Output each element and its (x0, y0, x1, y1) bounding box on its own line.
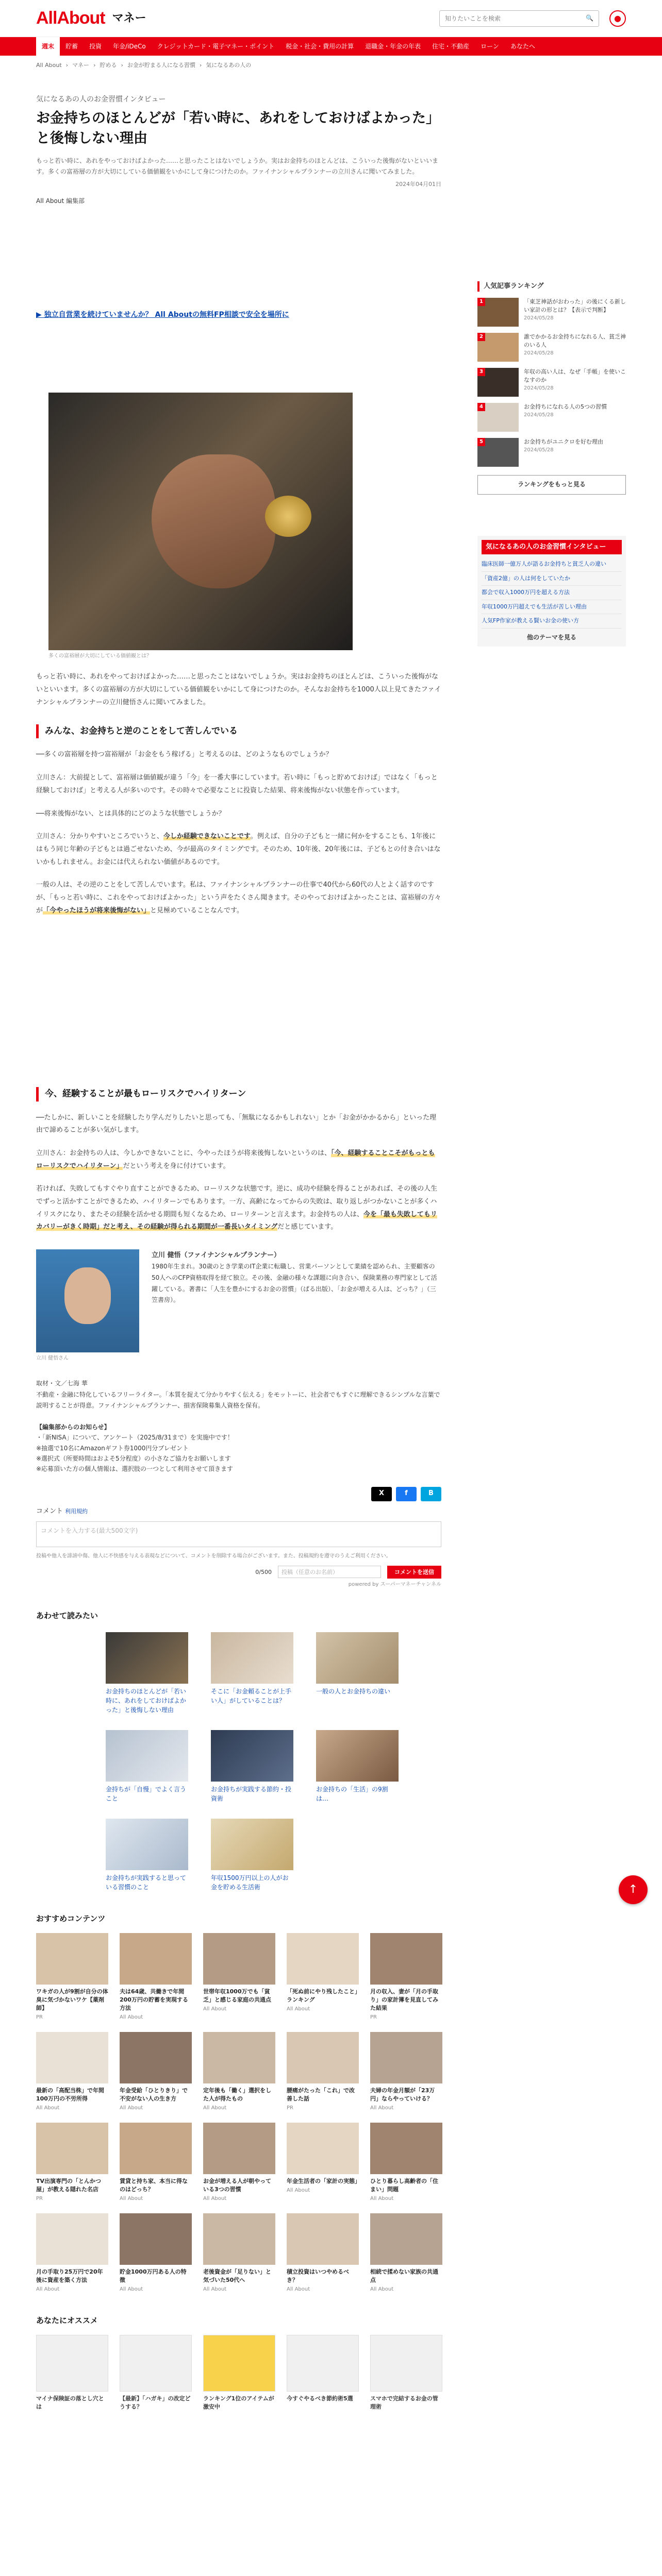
category-nav (0, 37, 662, 56)
highlight: 「今、経験することこそがもっともローリスクでハイリターン」 (36, 1149, 435, 1170)
nav-item-5[interactable]: 税金・社会・費用の計算 (286, 43, 354, 50)
scroll-top-button[interactable]: ↑ (619, 1875, 648, 1904)
recommend-card[interactable] (203, 2213, 275, 2294)
nav-item-4[interactable]: クレジットカード・電子マネー・ポイント (157, 43, 275, 50)
recommend-card-title[interactable]: 貯金1000万円ある人の特徴 (120, 2268, 187, 2283)
recommend-card[interactable] (120, 2032, 192, 2112)
article-main (36, 75, 441, 2411)
ranking-number: 3 (477, 368, 485, 376)
ranking-item[interactable] (477, 438, 626, 467)
recommend-thumb (203, 1933, 275, 1985)
x-share-icon[interactable]: X (371, 1487, 392, 1501)
ranking-title: 人気記事ランキング (477, 281, 626, 292)
osusume-grid (36, 2335, 441, 2411)
ranking-thumb (477, 438, 519, 467)
profile-caption: 立川 健悟さん (36, 1355, 69, 1362)
hero-image (48, 393, 353, 650)
breadcrumb-sep: › (199, 62, 202, 69)
answer-text: 。例えば、自分の子どもと一緒に何かをすることも、1年後にはもう同じ年齢の子どもとは過ごせないため、今が最高のタイミングです。そのため、10年後、20年後には、子どもとの付き合いはないかもしれません。お金には代えられない価値があるのです。 (36, 833, 441, 866)
recommend-thumb (120, 2032, 192, 2083)
recommend-source: PR (287, 2105, 293, 2111)
recommend-thumb (370, 2213, 442, 2265)
article-title: お金持ちのほとんどが「若い時に、あれをしておけばよかった」と後悔しない理由 (36, 110, 440, 147)
nav-item-2[interactable]: 投資 (89, 43, 102, 50)
nav-item-7[interactable]: 住宅・不動産 (432, 43, 470, 50)
osusume-thumb (203, 2335, 275, 2392)
osusume-thumb (36, 2335, 108, 2392)
question: ──将来後悔がない、とは具体的にどのような状態でしょうか？ (36, 809, 225, 818)
ranking-item-title[interactable]: 年収の高い人は、なぜ「手帳」を使いこなすのか (524, 368, 626, 384)
osusume-thumb (287, 2335, 359, 2392)
profile-name: 立川 健悟（ファイナンシャルプランナー） (152, 1251, 281, 1260)
ranking-number: 5 (477, 438, 485, 446)
recommend-card[interactable] (36, 2123, 108, 2203)
comment-input[interactable]: コメントを入力する(最大500文字) (36, 1521, 441, 1547)
nav-item-8[interactable]: ローン (481, 43, 499, 50)
recommend-card-title[interactable]: 月の手取り25万円で20年後に資産を築く方法 (36, 2268, 103, 2283)
interview-item[interactable]: 臨床医師一億万人が語るお金持ちと貧乏人の違い (482, 557, 622, 572)
recommend-card[interactable] (36, 1933, 108, 2022)
search-input[interactable] (445, 15, 586, 22)
recommend-thumb (36, 2032, 108, 2083)
osusume-card[interactable] (36, 2335, 108, 2411)
ranking-thumb (477, 333, 519, 362)
recommend-thumb (287, 2123, 359, 2174)
related-card-title[interactable]: お金持ちが実践すると思っている習慣のこと (106, 1874, 187, 1891)
related-thumb (106, 1730, 188, 1782)
osusume-card-title[interactable]: マイナ保険証の落とし穴とは (36, 2395, 104, 2410)
comment-section (36, 1506, 441, 1517)
recommend-source: All About (203, 2006, 227, 2012)
related-grid (106, 1632, 441, 1892)
interview-more-link[interactable]: 他のテーマを見る (526, 633, 576, 641)
ranking-text (524, 368, 626, 397)
answer (36, 1147, 441, 1173)
answer (36, 831, 441, 869)
site-header (0, 0, 662, 37)
ranking-number: 1 (477, 298, 485, 306)
recommend-card-title[interactable]: ワキガの人が9割が自分の体臭に気づかないワケ【薬剤師】 (36, 1988, 108, 2012)
notice-line: ※応募頂いた方の個人情報は、選択肢の一つとして利用させて頂きます (36, 1465, 234, 1473)
osusume-card-title[interactable]: 今すぐやるべき節約術5選 (287, 2395, 353, 2402)
writer-credit: 取材・文／七海 華 不動産・金融に特化しているフリーライター。「本質を捉えて分かりやすく伝える」をモットーに、社会者でもすぐに理解できるシンプルな言葉で説明することが得意。ファイナンシャルプランナー、損害保険募集人資格を保有。 (36, 1380, 440, 1410)
osusume-thumb (120, 2335, 192, 2392)
answer-text: 立川さん：お金持ちの人は、今しかできないことに、今やったほうが将来後悔しないというのは、 (36, 1149, 332, 1157)
ranking-text (524, 403, 607, 432)
recommend-card-title[interactable]: 世帯年収1000万でも「貧乏」と感じる家庭の共通点 (203, 1988, 271, 2004)
article-author[interactable]: All About 編集部 (36, 197, 85, 205)
osusume-card[interactable] (370, 2335, 442, 2411)
nav-item-1[interactable]: 貯蓄 (65, 43, 78, 50)
question: ──多くの富裕層を持つ富裕層が「お金をもう稼げる」と考えるのは、どのようなものでしょうか？ (36, 751, 333, 759)
hand-shape (152, 454, 275, 588)
osusume-card[interactable] (287, 2335, 359, 2411)
para-text: と見極めていることなんです。 (150, 906, 243, 914)
related-card-title[interactable]: お金持ちのほとんどが「若い時に、あれをしておけばよかった」と後悔しない理由 (106, 1688, 187, 1714)
nav-item-6[interactable]: 退職金・年金の年表 (365, 43, 421, 50)
breadcrumb-sep: › (93, 62, 96, 69)
recommend-card-title[interactable]: 「死ぬ前にやり残したこと」ランキング (287, 1988, 358, 2004)
osusume-thumb (370, 2335, 442, 2392)
recommend-card-title[interactable]: 定年後も「働く」選択をした人が得たもの (203, 2087, 271, 2102)
recommend-card-title[interactable]: 月の収入、妻が「月の手取り」の家計簿を見直してみた結果 (370, 1988, 438, 2012)
related-card-title[interactable]: 一般の人とお金持ちの違い (316, 1688, 391, 1696)
hero-caption: 多くの富裕層が大切にしている価値観とは？ (48, 653, 152, 659)
recommend-card[interactable] (287, 1933, 359, 2022)
recommend-card-title[interactable]: ひとり暮らし高齢者の「住まい」問題 (370, 2177, 438, 2193)
breadcrumb-item[interactable]: お金が貯まる人になる習慣 (127, 62, 195, 69)
related-card-title[interactable]: お金持ちの「生活」の9割は… (316, 1786, 388, 1803)
ranking-thumb (477, 298, 519, 327)
recommend-thumb (203, 2213, 275, 2265)
related-thumb (211, 1819, 293, 1870)
osusume-card[interactable] (120, 2335, 192, 2411)
coin-shape (265, 496, 311, 537)
recommend-source: All About (120, 2014, 143, 2020)
recommend-card[interactable] (287, 2123, 359, 2203)
osusume-title: あなたにオススメ (36, 2315, 98, 2325)
recommend-source: All About (203, 2195, 227, 2201)
related-thumb (316, 1632, 399, 1684)
related-thumb (211, 1730, 293, 1782)
recommend-thumb (203, 2032, 275, 2083)
ranking-text (524, 438, 603, 467)
notice-line[interactable]: ・「新NISA」について、アンケート（2025/8/31まで）を実施中です！ (36, 1434, 234, 1442)
comment-count: 0/500 (255, 1568, 272, 1575)
notice-line: ※抽選で10名にAmazonギフト券1000円分プレゼント (36, 1444, 189, 1452)
profile-box (36, 1249, 441, 1363)
ranking-date: 2024/05/28 (524, 315, 554, 321)
recommend-thumb (287, 2213, 359, 2265)
ranking-more-button[interactable]: ランキングをもっと見る (477, 475, 626, 494)
related-title: あわせて読みたい (36, 1611, 98, 1621)
interview-box (477, 536, 626, 647)
ranking-text (524, 298, 626, 327)
section-heading: みんな、お金持ちと逆のことをして苦しんでいる (36, 724, 441, 738)
profile-text (152, 1249, 441, 1363)
recommend-card-title[interactable]: 賃貸と持ち家、本当に得なのはどっち？ (120, 2177, 188, 2193)
recommend-card-title[interactable]: 積立投資はいつやめるべき？ (287, 2268, 349, 2283)
ranking-item-title[interactable]: 誰でかかるお金持ちになれる人、貧乏神のいる人 (524, 333, 626, 349)
ranking-thumb (477, 368, 519, 397)
recommend-source: PR (36, 2195, 43, 2201)
related-thumb (106, 1819, 188, 1870)
related-card-title[interactable]: 金持ちが「自慢」でよく言うこと (106, 1786, 187, 1803)
answer-text: 立川さん：分かりやすいところでいうと、 (36, 833, 163, 841)
recommend-source: All About (370, 2195, 394, 2201)
recommend-card[interactable] (36, 2032, 108, 2112)
profile-photo (36, 1249, 139, 1352)
related-card-title[interactable]: お金持ちが実践する節約・投資術 (211, 1786, 292, 1803)
recommend-thumb (287, 1933, 359, 1985)
article-date: 2024年04月01日 (395, 181, 441, 188)
recommend-title: おすすめコンテンツ (36, 1914, 106, 1924)
recommend-source: All About (36, 2105, 60, 2111)
recommend-card[interactable] (203, 1933, 275, 2022)
interview-item[interactable]: 年収1000万円超えでも生活が苦しい理由 (482, 600, 622, 615)
article-lead: もっと若い時に、あれをやっておけばよかった……と思ったことはないでしょうか。実はお金持ちのほとんどは、こういった後悔がないといいます。多くの富裕層の方が大切にしている価値観をいかにして身につけたのか。ファイナンシャルプランナーの立川さんに聞いてみました。 (36, 157, 439, 175)
answer: 立川さん：大前提として、富裕層は価値観が違う「今」を一番大事にしています。若い時に「もっと貯めておけば」ではなく「もっと経験しておけば」と考える人が多いのです。その時々で必要なことに投資した結果、将来後悔がない状態を作っています。 (36, 774, 438, 794)
osusume-card-title[interactable]: 【最新】「ハガキ」の改定どうする？ (120, 2395, 191, 2410)
recommend-card[interactable] (370, 1933, 442, 2022)
para-text: だと感じています。 (277, 1223, 338, 1231)
paragraph: もっと若い時に、あれをやっておけばよかった……と思ったことはないでしょうか。実はお金持ちのほとんどは、こういった後悔がないといいます。多くの富裕層の方が大切にしている価値観をいかにして身につけたのか。そんなお金持ちを1000人以上見てきたファイナンシャルプランナーの立川健悟さんに聞いてみました。 (36, 673, 441, 706)
related-card-title[interactable]: 年収1500万円以上の人がお金を貯める生活術 (211, 1874, 289, 1891)
recommend-grid (36, 1933, 441, 2293)
breadcrumb-sep: › (65, 62, 69, 69)
recommend-card[interactable] (120, 2213, 192, 2294)
ranking-item[interactable] (477, 403, 626, 432)
recommend-source: PR (370, 2014, 377, 2020)
recommend-source: All About (370, 2286, 394, 2292)
recommend-card-title[interactable]: 年金受給「ひとりきり」で不安がない人の生き方 (120, 2087, 188, 2102)
highlight: 今を「最も失敗してもリカバリーがきく時期」だと考え、その経験が得られる期間が一番長いタイミング (36, 1210, 437, 1231)
breadcrumb-item[interactable]: 貯める (100, 62, 117, 69)
recommend-thumb (36, 2123, 108, 2174)
recommend-card-title[interactable]: 相続で揉めない家族の共通点 (370, 2268, 438, 2283)
recommend-thumb (370, 2123, 442, 2174)
ranking-date: 2024/05/28 (524, 350, 554, 357)
nav-item-0[interactable]: 週末 (36, 37, 60, 56)
recommend-card[interactable] (120, 2123, 192, 2203)
related-card[interactable] (316, 1730, 399, 1803)
sidebar-ad-space (477, 75, 626, 271)
related-thumb (316, 1730, 399, 1782)
share-buttons (36, 1487, 441, 1501)
para-text: 一般の人は、その逆のことをして苦しんでいます。私は、ファイナンシャルプランナーの仕事で40代から60代の人とよく話すのですが、「もっと若い時に、これをやっておけばよかった」という声をたくさん聞きます。そのやっておけばよかったことは、富裕層の方々が (36, 881, 441, 914)
para-text: 若ければ、失敗してもすぐやり直すことができるため、ローリスクな状態です。逆に、成功や経験を得ることがあれば、その後の人生でずっと活かすことができるため、ハイリターンでもあります。一方、高齢になってからの失敗は、取り返しがつかないことが多くハイリスクになり、またその経験を活かせる期間も短くなるため、ローリターンと言えます。お金持ちの人は、 (36, 1185, 438, 1218)
paragraph (36, 879, 441, 917)
recommend-card[interactable] (120, 1933, 192, 2022)
interview-list (482, 557, 622, 629)
recommend-card[interactable] (287, 2032, 359, 2112)
comment-send-button[interactable]: コメントを送信 (387, 1566, 441, 1579)
recommend-card-title[interactable]: お金が増える人が朝やっている3つの習慣 (203, 2177, 271, 2193)
ranking-item[interactable] (477, 333, 626, 362)
section-name[interactable]: マネー (112, 11, 146, 25)
terms-link[interactable]: 利用規約 (65, 1507, 88, 1515)
recommend-thumb (203, 2123, 275, 2174)
recommend-card-title[interactable]: TV出演専門の「とんかつ屋」が教える隠れた名店 (36, 2177, 102, 2193)
recommend-source: All About (287, 2006, 310, 2012)
related-card[interactable] (211, 1819, 293, 1892)
ranking-number: 2 (477, 333, 485, 341)
related-card[interactable] (106, 1632, 188, 1715)
recommend-card[interactable] (370, 2213, 442, 2294)
series-label: 気になるあの人のお金習慣インタビュー (36, 95, 166, 104)
notice-box (36, 1422, 441, 1475)
sidebar-spacer (477, 495, 626, 526)
breadcrumb-item[interactable]: 気になるあの人の (206, 62, 252, 69)
profile-photo-wrap (36, 1249, 139, 1363)
recommend-card-title[interactable]: 老後資金が「足りない」と気づいた50代へ (203, 2268, 271, 2283)
recommend-thumb (120, 2213, 192, 2265)
recommend-card[interactable] (287, 2213, 359, 2294)
breadcrumb-item[interactable]: マネー (72, 62, 90, 69)
ranking-date: 2024/05/28 (524, 447, 554, 453)
recommend-thumb (370, 2032, 442, 2083)
breadcrumb (0, 56, 662, 75)
recommend-card[interactable] (36, 2213, 108, 2294)
ranking-item[interactable] (477, 368, 626, 397)
ranking-number: 4 (477, 403, 485, 411)
recommend-card-title[interactable]: 年金生活者の「家計の実態」 (287, 2177, 360, 2184)
comment-note: 投稿や他人を誹謗中傷、他人に不快感を与える表現などについて、コメントを削除する場合がございます。また、投稿規約を遵守のうえご利用ください。 (36, 1553, 391, 1559)
hatena-share-icon[interactable]: B (421, 1487, 441, 1501)
recommend-source: All About (120, 2105, 143, 2111)
recommend-card-title[interactable]: 最新の「高配当株」で年間100万円の不労所得 (36, 2087, 104, 2102)
related-card[interactable] (211, 1730, 293, 1803)
question: ──たしかに、新しいことを経験したり学んだりしたいと思っても、「無駄になるかもしれない」とか「お金がかかるから」といった理由で諦めることが多い気がします。 (36, 1113, 437, 1134)
highlight: 今しか経験できないことです (163, 833, 251, 841)
related-card[interactable] (211, 1632, 293, 1715)
related-card[interactable] (316, 1632, 399, 1715)
notice-line: ※選択式（所要時間はおよそ5分程度）の小さなご協力をお願いします (36, 1454, 231, 1462)
related-card[interactable] (106, 1819, 188, 1892)
nickname-input[interactable]: 投稿（任意のお名前） (278, 1566, 381, 1578)
breadcrumb-item[interactable]: All About (36, 62, 62, 69)
notice-title: 【編集部からのお知らせ】 (36, 1423, 110, 1431)
interview-item[interactable]: 人気FP作家が教える賢いお金の使い方 (482, 614, 622, 629)
search-icon[interactable]: 🔍 (586, 14, 593, 22)
related-thumb (211, 1632, 293, 1684)
ranking-item-title[interactable]: 「東芝神話がおわった」の後にくる新しい家計の形とは？【表示で判断】 (524, 298, 626, 314)
ranking-thumb (477, 403, 519, 432)
recommend-source: All About (120, 2286, 143, 2292)
breadcrumb-sep: › (121, 62, 123, 69)
profile-bio: 1980年生まれ。30歳のとき学業のIT企業に転職し、営業パーソンとして業績を認められ、主要顧客の50人へのCFP資格取得を経て独立。その後、金融の様々な課題に向き合い、保険業務の専門家として活躍している。著書に「人生を豊かにするお金の習慣」（ぱる出版）、「お金が増える人は、どっち？」（三笠書房）。 (152, 1263, 437, 1304)
recommend-thumb (287, 2032, 359, 2083)
related-thumb (106, 1632, 188, 1684)
recommend-source: All About (203, 2105, 227, 2111)
paragraph (36, 1183, 441, 1234)
recommend-card-title[interactable]: 夫は64歳、共働きで年間200万円の貯蓄を実現する方法 (120, 1988, 188, 2012)
related-card-title[interactable]: そこに「お金頼ることが上手い人」がしていることは？ (211, 1688, 292, 1705)
facebook-share-icon[interactable]: f (396, 1487, 417, 1501)
recommend-card[interactable] (203, 2032, 275, 2112)
recommend-source: PR (36, 2014, 43, 2020)
recommend-thumb (36, 2213, 108, 2265)
recommend-card-title[interactable]: 夫婦の年金月額が「23万円」ならやっていける？ (370, 2087, 435, 2102)
related-card[interactable] (106, 1730, 188, 1803)
recommend-source: All About (120, 2195, 143, 2201)
powered-by: powered by スーパーマネーチャンネル (348, 1582, 441, 1588)
recommend-thumb (120, 1933, 192, 1985)
ranking-date: 2024/05/28 (524, 412, 554, 418)
comment-submit-row (36, 1566, 441, 1579)
comment-title: コメント (36, 1507, 63, 1515)
osusume-card[interactable] (203, 2335, 275, 2411)
recommend-thumb (370, 1933, 442, 1985)
user-icon[interactable]: ● (609, 10, 626, 27)
ranking-item[interactable] (477, 298, 626, 327)
highlight: 「今やったほうが将来後悔がない」 (43, 906, 151, 914)
sidebar (477, 75, 626, 2411)
ranking-text (524, 333, 626, 362)
osusume-card-title[interactable]: スマホで完結するお金の管理術 (370, 2395, 438, 2410)
recommend-thumb (120, 2123, 192, 2174)
recommend-thumb (36, 1933, 108, 1985)
answer-text: だという考えを身に付けています。 (123, 1162, 230, 1170)
nav-item-9[interactable]: あなたへ (510, 43, 535, 50)
recommend-card[interactable] (370, 2123, 442, 2203)
interview-item[interactable]: 都会で収入1000万円を超える方法 (482, 586, 622, 600)
site-logo[interactable]: AllAbout (36, 8, 105, 28)
ranking-date: 2024/05/28 (524, 385, 554, 392)
search-box[interactable] (439, 10, 599, 27)
recommend-source: All About (287, 2286, 310, 2292)
recommend-source: All About (36, 2286, 60, 2292)
osusume-card-title[interactable]: ランキング1位のアイテムが激安中 (203, 2395, 274, 2410)
ranking-item-title[interactable]: お金持ちになれる人の5つの習慣 (524, 403, 607, 411)
ad-space (36, 917, 441, 1072)
recommend-source: All About (203, 2286, 227, 2292)
recommend-source: All About (287, 2187, 310, 2193)
recommend-source: All About (370, 2105, 394, 2111)
ranking-item-title[interactable]: お金持ちがユニクロを好む理由 (524, 438, 603, 446)
interview-title: 気になるあの人のお金習慣インタビュー (482, 540, 622, 555)
nav-item-3[interactable]: 年金/iDeCo (113, 43, 146, 50)
recommend-card[interactable] (370, 2032, 442, 2112)
interview-item[interactable]: 「資産2億」の人は何をしていたか (482, 572, 622, 586)
recommend-card[interactable] (203, 2123, 275, 2203)
promo-link[interactable]: ▶ 独立自営業を続けていませんか？ All Aboutの無料FP相談で安全を場所に (36, 310, 289, 319)
section-heading: 今、経験することが最もローリスクでハイリターン (36, 1087, 441, 1101)
recommend-card-title[interactable]: 腰痛がたった「これ」で改善した話 (287, 2087, 355, 2102)
